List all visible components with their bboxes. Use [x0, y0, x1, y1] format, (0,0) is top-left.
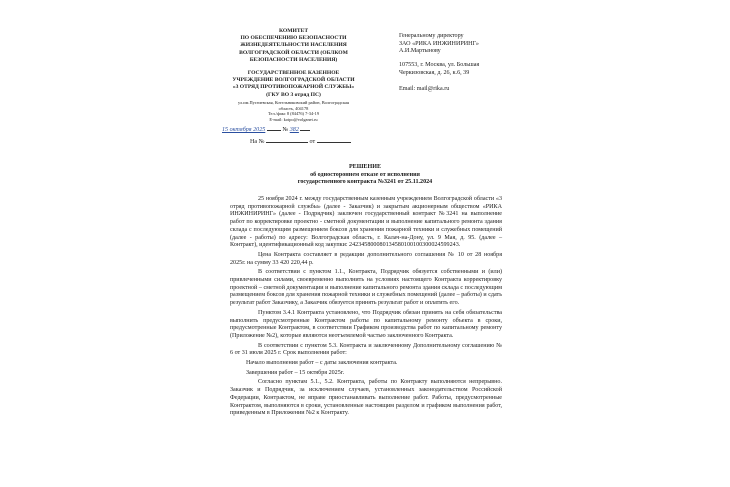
committee-line: КОМИТЕТ: [278, 28, 309, 34]
recipient-line: Черкизовская, д. 26, к.6, 39: [399, 69, 470, 76]
address-line: E-mail: kotpo@volganet.ru: [269, 116, 318, 122]
sender-institution: [226, 70, 361, 99]
recipient-line: Генеральному директору: [399, 33, 464, 39]
address-line: ул.им.Пугачевская, Котельниковский район, Волгоградская: [237, 100, 350, 105]
committee-line: БЕЗОПАСНОСТИ НАСЕЛЕНИЯ): [249, 56, 338, 63]
recipient-block: [399, 33, 559, 93]
reference-number-label: На №: [250, 139, 265, 145]
body-paragraph: В соответствии с пунктом 1.1., Контракта, Подрядчик обязуется собственными и (или) привлеченными силами, своевременно выполнить на условиях настоящего Контракта корректировку проектной – сметной документации и выполнение капитального ремонта здания склада с последующим размещением боксов для хранения пожарной техники и служебных помещений (далее – работы) и сдать результат работ Заказчику, а Заказчик обязуется принять результат работ и оплатить его.: [230, 269, 502, 307]
body-paragraph: Согласно пунктам 5.1., 5.2. Контракта, работы по Контракту выполняются непрерывно. Заказчик и Подрядчик, за исключением случаев, установленных законодательством Российской Федерации, Контрактом, не вправе приостанавливать выполнение работ. Работы, предусмотренные Контрактом, выполняются в сроки, установленные настоящим разделом и графиком выполнения работ, приведенным в Приложении №2 к Контракту.: [230, 379, 502, 417]
recipient-line: А.И.Мартынову: [399, 48, 441, 55]
body-paragraph: Завершения работ – 15 октября 2025г.: [246, 369, 345, 376]
decision-subtitle: об одностороннем отказе от исполнения: [310, 171, 420, 178]
decision-heading: РЕШЕНИЕ: [348, 164, 382, 170]
registration-number: 382: [289, 127, 299, 133]
decision-subtitle: государственного контракта №3241 от 25.11.2024: [297, 179, 433, 186]
sender-committee: [226, 28, 361, 64]
registration-date: 15 октября 2025: [222, 127, 266, 133]
committee-line: ЖИЗНЕДЕЯТЕЛЬНОСТИ НАСЕЛЕНИЯ: [240, 42, 347, 49]
registration-number-label: №: [282, 127, 289, 133]
institution-line: ГОСУДАРСТВЕННОЕ КАЗЕННОЕ: [247, 70, 340, 76]
committee-line: ВОЛГОГРАДСКОЙ ОБЛАСТИ (ОБЛКОМ: [239, 49, 348, 56]
body-paragraph: Цена Контракта составляет в редакции дополнительного соглашения № 10 от 28 ноября 2025г. на сумму 33 420 220,44 р.: [230, 251, 502, 266]
body-paragraph: 25 ноября 2024 г. между государственным казенным учреждением Волгоградской области «3 отряд противопожарной службы» (далее - Заказчик) и закрытым акционерным обществом «РИКА ИНЖИНИРИНГ» (далее - Подрядчик) заключен государственный контракт №3241 на выполнение работ по корректировке проектно - сметной документации и выполнение капитального ремонта здания склада с последующим размещением боксов для хранения пожарной техники и служебных помещений (далее - работы) по адресу: Волгоградская область, г. Калач-на-Дону, ул. 9 Мая, д. 95. (далее – Контракт), идентификационный код закупки: 242345800080134580100100300024599243.: [230, 196, 502, 249]
institution-line: «3 ОТРЯД ПРОТИВОПОЖАРНОЙ СЛУЖБЫ»: [232, 84, 355, 91]
address-line: Тел./факс 8 (84476) 7-34-19: [267, 111, 320, 117]
recipient-line: ЗАО «РИКА ИНЖИНИРИНГ»: [399, 40, 479, 47]
address-line: область, 404178: [278, 105, 309, 111]
body-paragraph: В соответствии с пунктом 5.3. Контракта и заключенному Дополнительному соглашению № 6 от 31 июля 2025 г. Срок выполнения работ:: [230, 342, 502, 357]
recipient-line: [399, 78, 559, 86]
institution-line: УЧРЕЖДЕНИЕ ВОЛГОГРАДСКОЙ ОБЛАСТИ: [232, 77, 355, 84]
reference-line: [250, 136, 370, 147]
recipient-line: 107553, г. Москва, ул. Большая: [399, 62, 480, 69]
body-paragraph: Пунктом 3.4.1 Контракта установлено, что Подрядчик обязан принять на себя обязательства выполнить предусмотренные Контрактом работы по капитальному ремонту объекта в сроки, предусмотренные Контрактом, в соответствии Графиком производства работ по капитальному ремонту (Приложение №2), которые являются неотъемлемой частью заключенного Контракта.: [230, 309, 502, 339]
sender-address: [226, 100, 361, 122]
body-paragraph: Начало выполнения работ – с даты заключения контракта.: [246, 360, 398, 367]
registration-line: [222, 124, 372, 135]
recipient-email: Email: mail@rika.ru: [399, 85, 450, 92]
institution-line: (ГКУ ВО 3 отряд ПС): [266, 91, 321, 98]
document-body: [230, 196, 502, 418]
committee-line: ПО ОБЕСПЕЧЕНИЮ БЕЗОПАСНОСТИ: [240, 35, 347, 42]
reference-from-label: от: [309, 139, 316, 145]
decision-title: [230, 164, 500, 187]
